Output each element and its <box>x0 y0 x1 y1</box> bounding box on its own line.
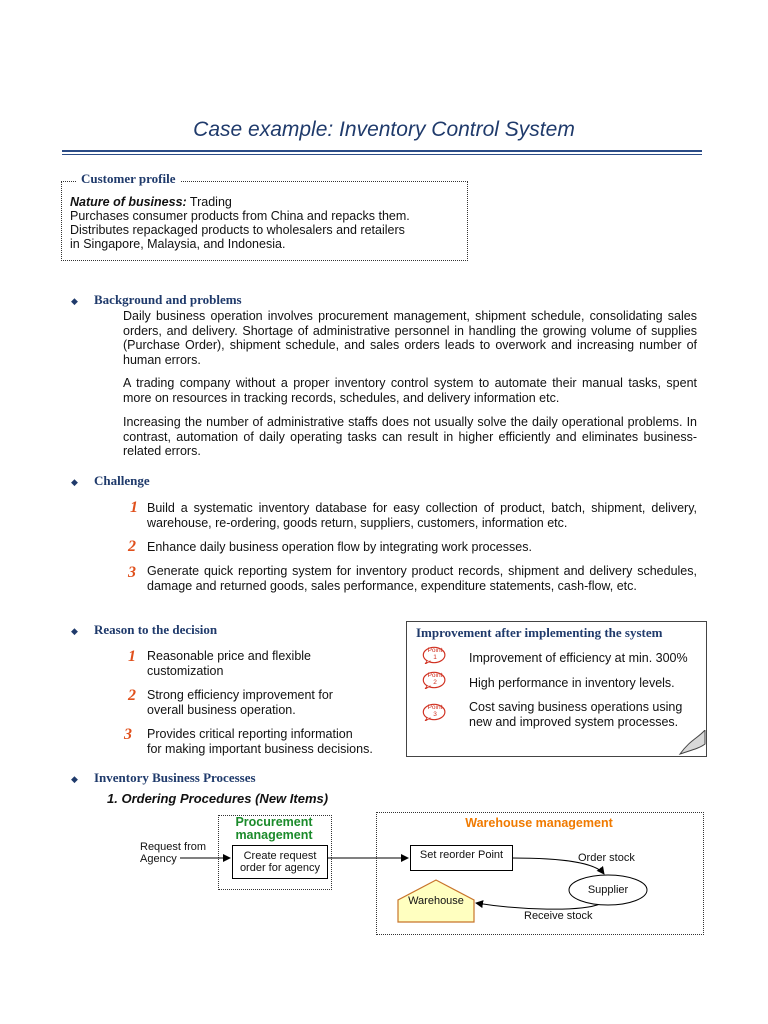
reason-line: overall business operation. <box>147 702 296 717</box>
processes-heading: Inventory Business Processes <box>94 770 256 785</box>
request-from-line: Agency <box>140 853 177 865</box>
order-stock-label: Order stock <box>578 852 635 864</box>
warehouse-label: Warehouse <box>408 895 464 907</box>
point-word: Point <box>427 672 443 679</box>
procurement-title-line: management <box>235 828 313 842</box>
challenge-heading: Challenge <box>94 473 150 488</box>
diamond-bullet-icon: ◆ <box>71 296 78 306</box>
reason-line: Reasonable price and flexible <box>147 649 311 663</box>
point-number: 1 <box>433 654 437 661</box>
point-word: Point <box>427 704 443 711</box>
challenge-item: Build a systematic inventory database for easy collection of product, batch, shipment, delivery, warehouse, re-ordering, goods return, suppliers, customers, information etc. <box>147 501 697 530</box>
challenge-number: 3 <box>128 564 136 581</box>
warehouse-title: Warehouse management <box>465 816 613 830</box>
improvement-item: Improvement of efficiency at min. 300% <box>469 651 688 665</box>
background-heading: Background and problems <box>94 292 242 307</box>
challenge-number: 2 <box>128 538 136 555</box>
reason-line: for making important business decisions. <box>147 741 373 756</box>
improvement-line: Cost saving business operations using <box>469 700 683 714</box>
challenge-number: 1 <box>130 499 138 516</box>
challenge-item: Enhance daily business operation flow by integrating work processes. <box>147 540 532 554</box>
challenge-item: Generate quick reporting system for inventory product records, shipment and delivery schedules, damage and returned goods, sales performance, expenditure statements, cash-flow, etc. <box>147 564 697 593</box>
improvement-title: Improvement after implementing the system <box>416 625 663 640</box>
reason-line: customization <box>147 663 224 678</box>
improvement-line: new and improved system processes. <box>469 714 679 729</box>
processes-subheading: 1. Ordering Procedures (New Items) <box>107 791 329 806</box>
diamond-bullet-icon: ◆ <box>71 626 78 636</box>
request-from-line: Request from <box>140 841 207 853</box>
reason-number: 3 <box>124 726 132 743</box>
reason-line: Provides critical reporting information <box>147 727 353 741</box>
customer-profile-label: Customer profile <box>76 171 180 187</box>
point-word: Point <box>427 647 443 654</box>
diamond-bullet-icon: ◆ <box>71 477 78 487</box>
background-paragraph: Daily business operation involves procurement management, shipment schedule, consolidating sales orders, and delivery. Shortage of administrative personnel in handling the growing volume of supplies (Purchase Order), shipment schedule, and sales orders leads to overwork and increasing number of human errors. <box>123 309 697 367</box>
supplier-label: Supplier <box>587 884 629 896</box>
point-number: 3 <box>433 711 437 718</box>
reason-heading: Reason to the decision <box>94 622 218 637</box>
nature-value: Trading <box>186 195 232 209</box>
profile-line: Purchases consumer products from China and repacks them. <box>70 209 410 223</box>
receive-stock-label: Receive stock <box>524 910 593 922</box>
profile-line: in Singapore, Malaysia, and Indonesia. <box>70 237 286 251</box>
improvement-item: High performance in inventory levels. <box>469 676 675 690</box>
profile-line: Distributes repackaged products to wholesalers and retailers <box>70 223 405 237</box>
point-number: 2 <box>433 679 437 686</box>
create-request-line: order for agency <box>239 862 321 874</box>
set-reorder-point-box: Set reorder Point <box>410 845 513 871</box>
page-title: Case example: Inventory Control System <box>193 118 575 141</box>
diamond-bullet-icon: ◆ <box>71 774 78 784</box>
background-paragraph: Increasing the number of administrative staffs does not usually solve the daily operational problems. In contrast, automation of daily operating tasks can result in higher efficiently and eliminates business-related errors. <box>123 415 697 458</box>
procurement-title-line: Procurement <box>235 815 313 829</box>
reason-number: 2 <box>128 687 136 704</box>
create-request-line: Create request <box>243 850 317 862</box>
reason-line: Strong efficiency improvement for <box>147 688 333 702</box>
background-paragraph: A trading company without a proper inventory control system to automate their manual tasks, spent more on resources in tracking records, schedules, and delivery information etc. <box>123 376 697 405</box>
reason-number: 1 <box>128 648 136 665</box>
nature-label: Nature of business: <box>70 195 187 209</box>
arrow-receive-stock <box>476 903 600 909</box>
